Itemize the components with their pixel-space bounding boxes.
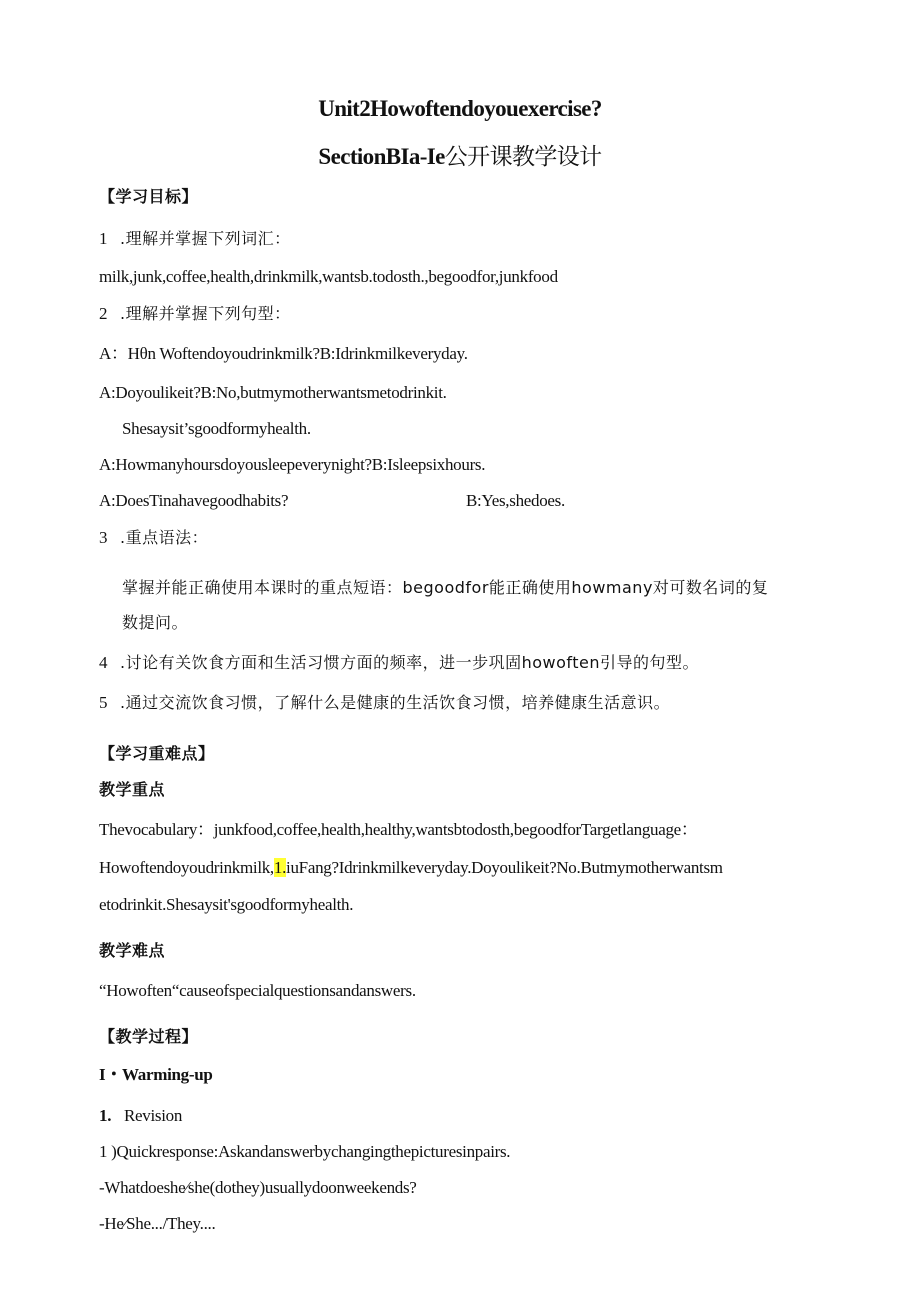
keypoints-heading: 【学习重难点】 xyxy=(99,744,215,763)
teaching-focus-label: 教学重点 xyxy=(99,780,166,799)
process-heading: 【教学过程】 xyxy=(99,1027,199,1046)
highlighted-text: 1. xyxy=(273,858,287,877)
subtitle-english: SectionBIa-Ie xyxy=(318,144,445,169)
document-subtitle xyxy=(0,146,920,168)
process-line-3: -He⁄She.../They.... xyxy=(99,1214,216,1233)
sentence-pattern-4: A:Howmanyhoursdoyousleepeverynight?B:Isleepsixhours. xyxy=(99,455,486,474)
process-line-1: 1 )Quickresponse:Askandanswerbychangingthepicturesinpairs. xyxy=(99,1142,511,1161)
sentence-pattern-5-answer: B:Yes,shedoes. xyxy=(466,491,565,510)
objective-2-text: .理解并掌握下列句型： xyxy=(120,304,291,323)
objective-2-number: 2 xyxy=(99,304,108,323)
teaching-focus-line2 xyxy=(99,857,723,879)
sentence-pattern-2: A:Doyoulikeit?B:No,butmymotherwantsmetodrinkit. xyxy=(99,383,447,402)
objective-3-number: 3 xyxy=(99,528,108,547)
document-title: Unit2Howoftendoyouexercise? xyxy=(318,96,602,121)
objective-3-body-line2: 数提问。 xyxy=(122,613,189,632)
teaching-difficulty-text: “Howoften“causeofspecialquestionsandanswers. xyxy=(99,981,416,1000)
objective-5-text: .通过交流饮食习惯，了解什么是健康的生活饮食习惯，培养健康生活意识。 xyxy=(120,693,671,712)
objective-4-number: 4 xyxy=(99,653,108,672)
sentence-pattern-3: Shesaysit’sgoodformyhealth. xyxy=(122,419,311,438)
teaching-focus-line2-end: iuFang?Idrinkmilkeveryday.Doyoulikeit?No.Butmymotherwantsm xyxy=(286,858,723,877)
objective-3-text: .重点语法： xyxy=(120,528,209,547)
objective-4-text: .讨论有关饮食方面和生活习惯方面的频率，进一步巩固howoften引导的句型。 xyxy=(120,653,700,672)
sentence-pattern-5-question: A:DoesTinahavegoodhabits? xyxy=(99,491,289,510)
teaching-focus-line2-start: Howoftendoyoudrinkmilk, xyxy=(99,858,274,877)
step-title-warming-up: I・Warming-up xyxy=(99,1065,213,1084)
subtitle-chinese: 公开课教学设计 xyxy=(444,144,602,170)
revision-title: Revision xyxy=(124,1106,183,1125)
objective-1-text: .理解并掌握下列词汇： xyxy=(120,229,291,248)
teaching-focus-line1: Thevocabulary：junkfood,coffee,health,healthy,wantsbtodosth,begoodforTargetlanguage： xyxy=(99,820,698,839)
teaching-focus-line3: etodrinkit.Shesaysit'sgoodformyhealth. xyxy=(99,895,354,914)
objective-1-number: 1 xyxy=(99,229,108,248)
objective-5-number: 5 xyxy=(99,693,108,712)
teaching-difficulty-label: 教学难点 xyxy=(99,941,166,960)
process-line-2: -Whatdoeshe⁄she(dothey)usuallydoonweekends? xyxy=(99,1178,417,1197)
objectives-heading: 【学习目标】 xyxy=(99,187,199,206)
objective-3-body-line1: 掌握并能正确使用本课时的重点短语：begoodfor能正确使用howmany对可数名词的复 xyxy=(122,578,769,597)
sentence-pattern-1: A：Hθn Woftendoyoudrinkmilk?B:Idrinkmilkeveryday. xyxy=(99,344,468,363)
objective-1-words: milk,junk,coffee,health,drinkmilk,wantsb.todosth.,begoodfor,junkfood xyxy=(99,267,558,286)
revision-number: 1. xyxy=(99,1106,112,1125)
